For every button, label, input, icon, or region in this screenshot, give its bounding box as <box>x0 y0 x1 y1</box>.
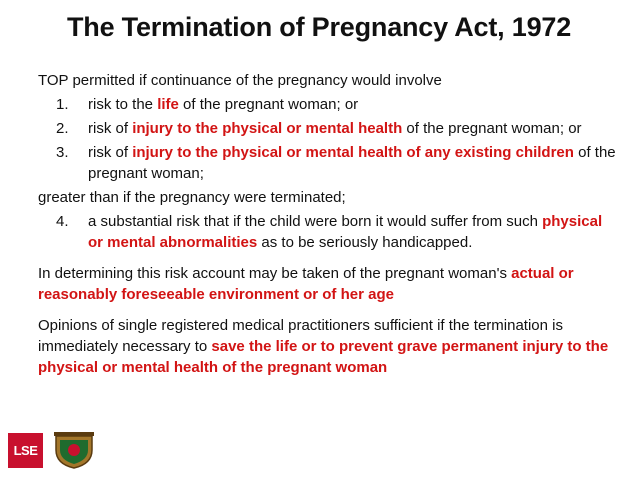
opinions-paragraph: Opinions of single registered medical practitioners sufficient if the termination is immediately necessary to save the life or to prevent grave permanent injury to the physical or mental health of the pregnant woman <box>38 317 609 376</box>
intro-text: TOP permitted if continuance of the pregnancy would involve <box>38 72 442 89</box>
list-item: 1. risk to the life of the pregnant woman; or <box>56 96 359 113</box>
slide-body <box>38 70 618 378</box>
list-item: 3. risk of injury to the physical or mental health of any existing children of the pregnant woman; <box>56 144 616 182</box>
list-item: 4. a substantial risk that if the child were born it would suffer from such physical or mental abnormalities as to be seriously handicapped. <box>56 213 603 251</box>
risk-paragraph: In determining this risk account may be taken of the pregnant woman's actual or reasonably foreseeable environment or of her age <box>38 265 574 303</box>
list-conditions <box>38 94 618 184</box>
list-item: 2. risk of injury to the physical or mental health of the pregnant woman; or <box>56 120 582 137</box>
lse-logo: LSE <box>8 433 43 468</box>
slide-title: The Termination of Pregnancy Act, 1972 <box>66 12 572 42</box>
middle-text: greater than if the pregnancy were terminated; <box>38 189 346 206</box>
list-abnormalities <box>38 211 618 253</box>
crest-icon <box>50 430 98 470</box>
